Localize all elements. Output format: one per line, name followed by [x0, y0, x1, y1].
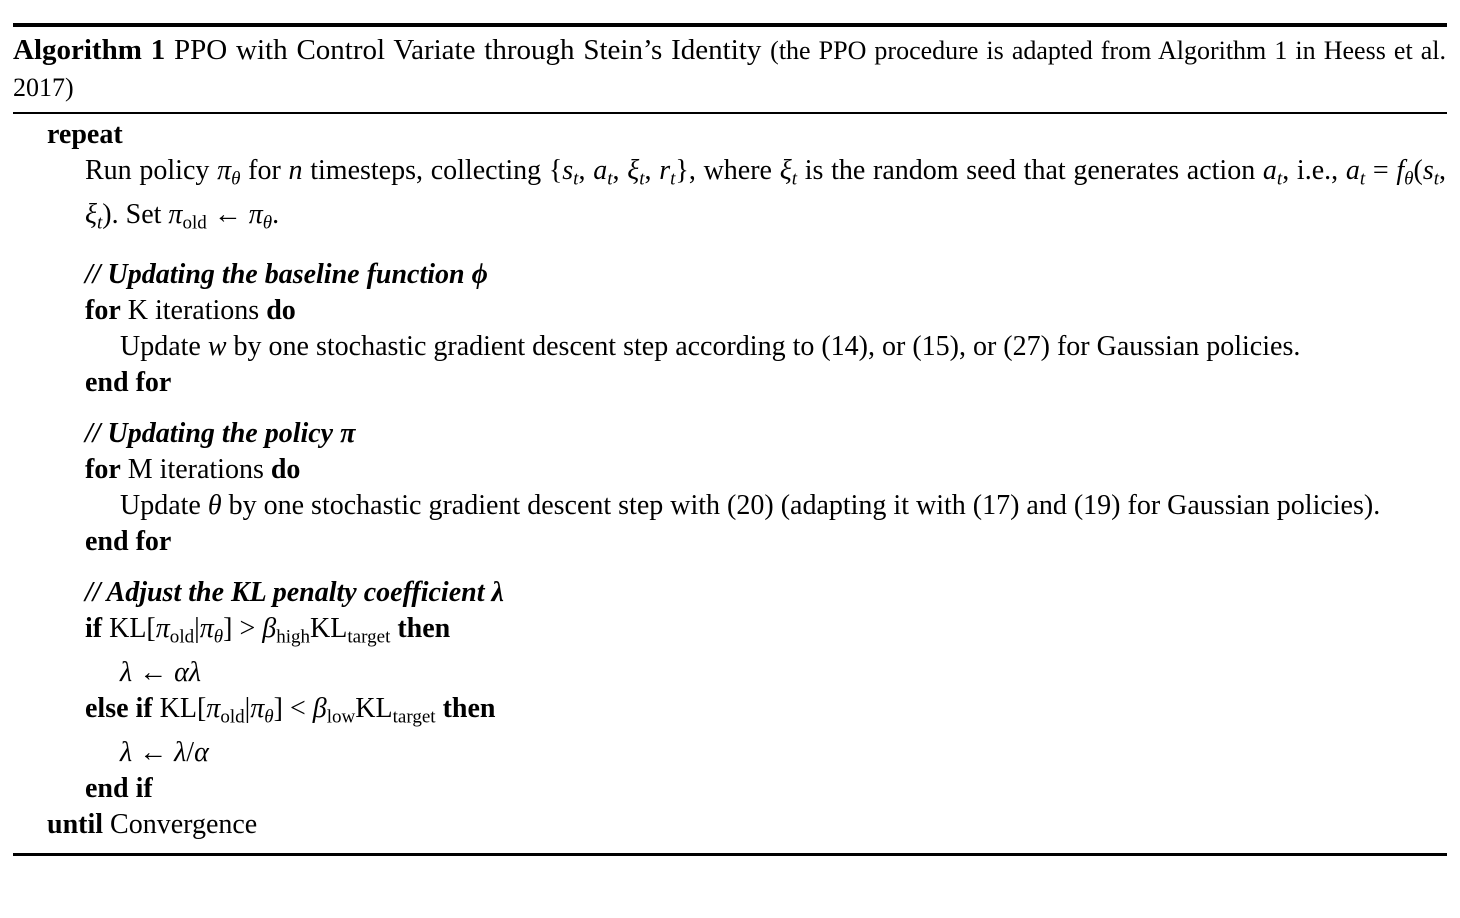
- text-segment: α: [174, 656, 189, 688]
- text-segment: λ: [120, 737, 133, 769]
- bottom-rule: [13, 853, 1447, 856]
- else-if-kl-low: [85, 691, 1446, 735]
- text-segment: for: [85, 294, 121, 326]
- text-segment: KL[: [159, 692, 207, 724]
- text-segment: end for: [85, 366, 172, 398]
- algorithm-body: [0, 114, 1460, 843]
- for-m-loop: [85, 452, 1446, 488]
- text-segment: β: [262, 612, 277, 644]
- text-segment: by one stochastic gradient descent step with (20) (adapting it with (17) and (19) for Gaussian policies).: [221, 489, 1381, 521]
- text-segment: t: [607, 168, 613, 190]
- text-segment: ←: [206, 199, 249, 231]
- text-segment: ,: [578, 155, 594, 186]
- algorithm-title: [0, 27, 1460, 108]
- text-segment: until: [47, 809, 104, 841]
- end-if: [85, 771, 1446, 807]
- text-segment: Run policy: [85, 155, 218, 186]
- text-segment: .: [272, 199, 280, 231]
- end-for-m: [85, 524, 1446, 560]
- algorithm-number: Algorithm 1: [13, 34, 166, 66]
- text-segment: λ: [174, 737, 187, 769]
- text-segment: θ: [1404, 168, 1414, 190]
- update-theta-statement: [120, 488, 1446, 524]
- until-convergence: [47, 807, 1446, 843]
- text-segment: π: [155, 612, 170, 644]
- text-segment: do: [266, 294, 296, 326]
- text-segment: KL: [355, 692, 393, 724]
- text-segment: else if: [85, 692, 160, 724]
- text-segment: // Updating the baseline function: [85, 258, 472, 290]
- text-segment: ξ: [85, 199, 97, 231]
- text-segment: ,: [644, 155, 660, 186]
- text-segment: t: [670, 168, 676, 190]
- text-segment: ] <: [273, 692, 313, 724]
- text-segment: π: [248, 199, 263, 231]
- text-segment: a: [593, 155, 608, 186]
- text-segment: ←: [132, 737, 175, 769]
- text-segment: t: [639, 168, 645, 190]
- text-segment: α: [194, 737, 209, 769]
- text-segment: old: [169, 625, 195, 647]
- text-segment: target: [392, 706, 436, 728]
- text-segment: π: [199, 612, 214, 644]
- text-segment: /: [186, 737, 195, 769]
- text-segment: =: [1365, 155, 1397, 186]
- text-segment: K iterations: [120, 294, 267, 326]
- text-segment: w: [207, 330, 227, 362]
- text-segment: t: [1276, 168, 1283, 190]
- text-segment: t: [1359, 168, 1366, 190]
- text-segment: |: [244, 692, 251, 724]
- text-segment: θ: [207, 489, 222, 521]
- algorithm-note: (the PPO procedure is adapted from Algorithm 1 in Heess et al. 2017): [13, 36, 1446, 102]
- text-segment: ). Set: [102, 199, 169, 231]
- update-w-statement: [120, 329, 1446, 365]
- text-segment: s: [562, 155, 574, 186]
- text-segment: |: [194, 612, 200, 644]
- text-segment: target: [347, 625, 391, 647]
- if-kl-high: [85, 611, 1446, 655]
- text-segment: θ: [213, 625, 224, 647]
- text-segment: // Updating the policy: [85, 417, 341, 449]
- text-segment: high: [276, 625, 311, 647]
- text-segment: ϕ: [471, 258, 488, 290]
- text-segment: π: [217, 155, 232, 186]
- comment-policy-update: [85, 416, 1446, 452]
- end-for-k: [85, 365, 1446, 401]
- text-segment: a: [1262, 155, 1277, 186]
- comment-baseline-update: [85, 257, 1446, 293]
- text-segment: by one stochastic gradient descent step according to (14), or (15), or (27) for Gaussian policies.: [226, 330, 1301, 362]
- text-segment: ξ: [779, 155, 792, 186]
- text-segment: θ: [231, 168, 241, 190]
- text-segment: then: [397, 612, 451, 644]
- text-segment: M iterations: [120, 453, 271, 485]
- text-segment: r: [659, 155, 671, 186]
- text-segment: t: [573, 168, 579, 190]
- text-segment: for: [240, 155, 289, 186]
- text-segment: // Adjust the KL penalty coefficient: [85, 576, 492, 608]
- text-segment: , i.e.,: [1282, 155, 1346, 186]
- text-segment: ] >: [223, 612, 263, 644]
- for-k-loop: [85, 293, 1446, 329]
- text-segment: f: [1396, 155, 1405, 186]
- text-segment: end for: [85, 525, 172, 557]
- text-segment: s: [1422, 155, 1434, 186]
- run-policy-statement: [85, 153, 1446, 242]
- text-segment: low: [326, 706, 356, 728]
- text-segment: Update: [120, 489, 208, 521]
- text-segment: repeat: [47, 119, 123, 150]
- text-segment: do: [270, 453, 301, 485]
- text-segment: is the random seed that generates action: [796, 155, 1263, 186]
- text-segment: π: [168, 199, 183, 231]
- text-segment: ,: [1439, 155, 1447, 186]
- text-segment: ←: [132, 656, 175, 688]
- text-segment: π: [206, 692, 221, 724]
- text-segment: Update: [120, 330, 208, 362]
- lambda-decrease: [120, 735, 1446, 771]
- text-segment: old: [182, 212, 207, 234]
- text-segment: }, where: [675, 155, 780, 186]
- text-segment: Convergence: [103, 809, 258, 841]
- text-segment: λ: [188, 656, 201, 688]
- text-segment: old: [220, 706, 245, 728]
- text-segment: [436, 693, 443, 724]
- text-segment: θ: [264, 706, 274, 728]
- text-segment: t: [791, 168, 797, 190]
- comment-kl-adjust: [85, 575, 1446, 611]
- text-segment: if: [85, 612, 110, 644]
- text-segment: timesteps, collecting {: [302, 155, 563, 186]
- text-segment: t: [97, 212, 103, 234]
- text-segment: β: [312, 692, 327, 724]
- text-segment: for: [85, 453, 121, 485]
- text-segment: KL[: [109, 612, 156, 644]
- text-segment: π: [250, 692, 265, 724]
- text-segment: n: [288, 155, 303, 186]
- text-segment: (: [1413, 155, 1423, 186]
- text-segment: end if: [85, 773, 153, 805]
- text-segment: λ: [120, 656, 133, 688]
- text-segment: θ: [262, 212, 273, 234]
- text-segment: a: [1345, 155, 1360, 186]
- text-segment: π: [340, 417, 356, 449]
- text-segment: t: [1433, 168, 1440, 190]
- text-segment: ξ: [627, 155, 640, 186]
- text-segment: then: [442, 692, 496, 724]
- text-segment: λ: [491, 576, 504, 608]
- algorithm-name: PPO with Control Variate through Stein’s Identity: [174, 34, 762, 66]
- repeat-keyword: [47, 117, 1446, 153]
- lambda-increase: [120, 655, 1446, 691]
- text-segment: ,: [612, 155, 628, 186]
- text-segment: KL: [310, 612, 348, 644]
